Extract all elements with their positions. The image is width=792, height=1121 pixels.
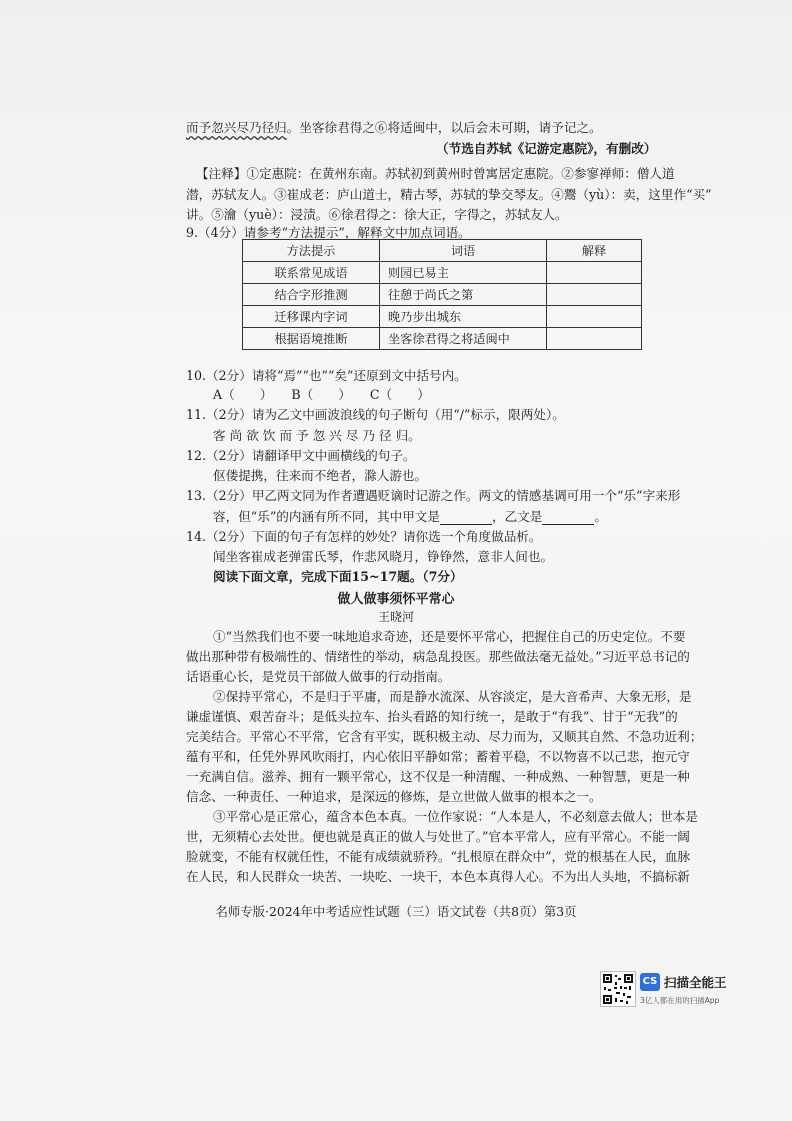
reading-instruction: 阅读下面文章，完成下面15~17题。（7分） [213, 569, 463, 584]
article-p3-line-1: ③平常心是正常心，蕴含本色本真。一位作家说：“人本是人，不必刻意去做人；世本是 [213, 809, 699, 824]
passage-source: （节选自苏轼《记游定惠院》，有删改） [436, 141, 657, 156]
question-11-sentence: 客 尚 欲 饮 而 予 忽 兴 尽 乃 径 归。 [213, 428, 421, 443]
question-12-sentence: 伛偻提携，往来而不绝者，滁人游也。 [213, 468, 428, 483]
answer-cell[interactable] [547, 262, 642, 284]
article-p2-line-1: ②保持平常心，不是归于平庸，而是静水流深、从容淡定，是大音希声、大象无形，是 [213, 689, 692, 704]
article-p1-line-1: ①“当然我们也不要一味地追求奇迹，还是要怀平常心，把握住自己的历史定位。不要 [213, 629, 686, 644]
notes-line-1: 【注释】①定惠院：在黄州东南。苏轼初到黄州时曾寓居定惠院。②参寥禅师：僧人道 [196, 166, 675, 181]
article-author: 王晓河 [377, 610, 414, 624]
table-row: 根据语境推断 坐客徐君得之将适闽中 [243, 328, 642, 350]
passage-end-line: 而予忽兴尽乃径归。坐客徐君得之⑥将适闽中，以后会未可期，请予记之。 [186, 120, 602, 135]
qr-code-icon [600, 971, 636, 1007]
notes-line-2: 潜，苏轼友人。③崔成老：庐山道士，精古琴，苏轼的挚交琴友。④鬻（yù）：卖，这里作“买” [186, 187, 712, 202]
table-row: 迁移课内字词 晚乃步出城东 [243, 306, 642, 328]
article-p2-line-6: 信念、一种责任、一种追求，是深远的修炼，是立世做人做事的根本之一。 [186, 789, 602, 804]
article-p2-line-2: 谦虚谨慎、艰苦奋斗；是低头拉车、抬头看路的知行统一，是敢于“有我”、甘于“无我”的 [186, 709, 678, 724]
answer-cell[interactable] [547, 306, 642, 328]
page-footer: 名师专版·2024年中考适应性试题（三）语文试卷（共8页）第3页 [215, 904, 577, 919]
question-10-options[interactable]: A（ ） B（ ） C（ ） [213, 387, 430, 402]
question-14-sentence: 闻坐客崔成老弹雷氏琴，作悲风晓月，铮铮然，意非人间也。 [213, 549, 554, 564]
table-header-row [243, 240, 642, 262]
article-p2-line-3: 完美结合。平常心不平常，它含有平实，既积极主动、尽力而为，又顺其自然、不急功近利； [186, 729, 703, 744]
question-10: 10.（2分）请将“焉”“也”“矣”还原到文中括号内。 [186, 368, 467, 383]
article-p3-line-3: 脸就变，不能有权就任性，不能有成绩就骄矜。“扎根原在群众中”，党的根基在人民，血脉 [186, 849, 691, 864]
article-p2-line-5: 一充满自信。滋养、拥有一颗平常心，这不仅是一种清醒、一种成熟、一种智慧，更是一种 [186, 769, 690, 784]
question-11: 11.（2分）请为乙文中画波浪线的句子断句（用“/”标示，限两处）。 [186, 407, 565, 422]
notes-line-3: 讲。⑤瀹（yuè）：浸渍。⑥徐君得之：徐大正，字得之，苏轼友人。 [186, 207, 568, 222]
table-row: 联系常见成语 则园已易主 [243, 262, 642, 284]
method-table [242, 239, 642, 350]
camscanner-tagline: 3亿人都在用的扫描App [640, 996, 720, 1005]
camscanner-name: 扫描全能王 [664, 975, 727, 990]
header-method: 方法提示 [243, 240, 380, 262]
question-12: 12.（2分）请翻译甲文中画横线的句子。 [186, 448, 416, 463]
question-13-line-2: 容，但“乐”的内涵有所不同，其中甲文是 ，乙文是 。 [213, 509, 607, 524]
article-p2-line-4: 蕴有平和，任凭外界风吹雨打，内心依旧平静如常；蓄着平稳，不以物喜不以己悲，抱元守 [186, 749, 690, 764]
answer-blank-2[interactable] [542, 511, 594, 525]
question-13-line-1: 13.（2分）甲乙两文同为作者遭遇贬谪时记游之作。两文的情感基调可用一个“乐”字来形 [186, 488, 681, 503]
article-title: 做人做事须怀平常心 [337, 592, 455, 607]
wavy-underlined-sentence: 而予忽兴尽乃径归 [186, 120, 287, 135]
answer-cell[interactable] [547, 328, 642, 350]
header-word: 词语 [380, 240, 547, 262]
article-p1-line-3: 话语重心长，是党员干部做人做事的行动指南。 [186, 669, 451, 684]
question-9: 9.（4分）请参考“方法提示”，解释文中加点词语。 [186, 225, 471, 240]
header-explanation: 解释 [547, 240, 642, 262]
answer-cell[interactable] [547, 284, 642, 306]
answer-blank-1[interactable] [440, 511, 492, 525]
camscanner-logo-icon: CS [640, 973, 660, 991]
question-14: 14.（2分）下面的句子有怎样的妙处？请你选一个角度做品析。 [186, 529, 542, 544]
article-p3-line-2: 世，无须精心去处世。便也就是真正的做人与处世了。”官本平常人，应有平常心。不能一阔 [186, 829, 690, 844]
article-p1-line-2: 做出那种带有极端性的、情绪性的举动，病急乱投医。那些做法毫无益处。”习近平总书记的 [186, 649, 690, 664]
article-p3-line-4: 在人民，和人民群众一块苦、一块吃、一块干，本色本真得人心。不为出人头地，不搞标新 [186, 869, 690, 884]
table-row: 结合字形推测 往憩于尚氏之第 [243, 284, 642, 306]
